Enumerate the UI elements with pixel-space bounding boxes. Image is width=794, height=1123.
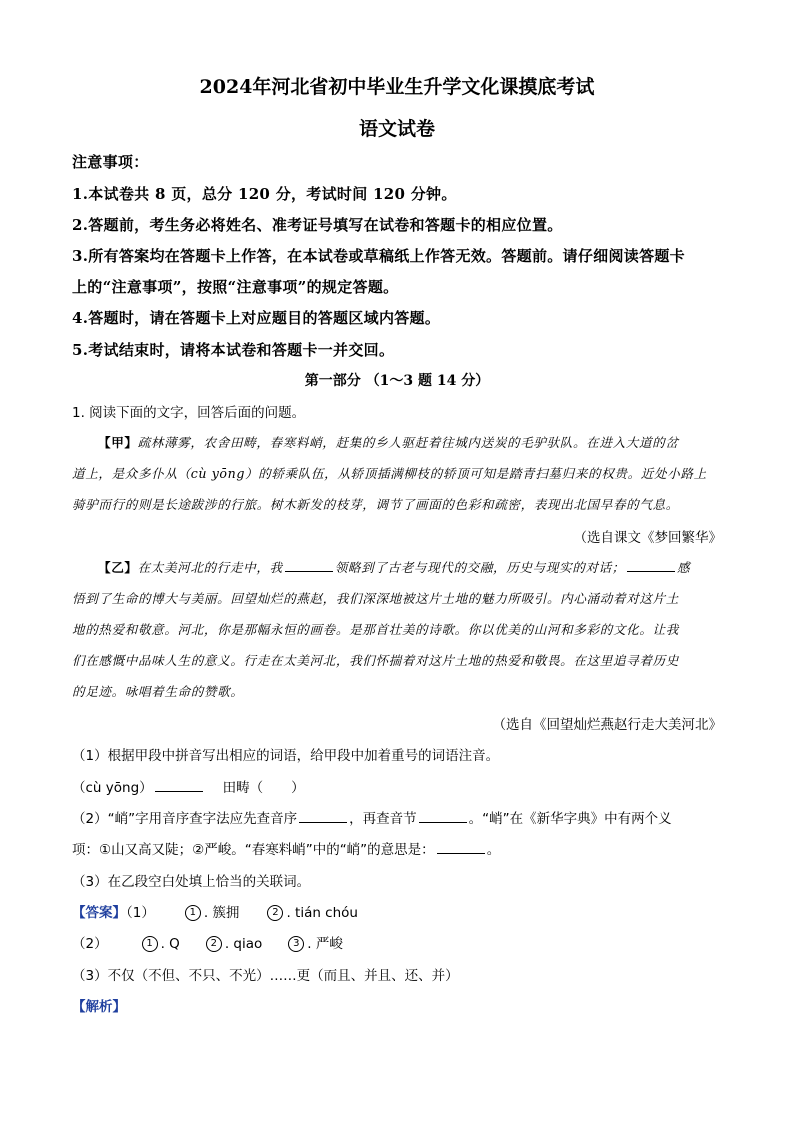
analysis-label: 【解析】 [72,999,126,1015]
answer-row-1 [72,901,358,921]
circled-number: 2 [267,905,283,921]
passage-text: 疏林薄雾，农舍田畴，春寒料峭，赶集的乡人驱赶着往城内送炭的毛驴驮队。在进入大道的岔 [137,435,679,450]
passage-tag: 【乙】 [98,560,138,575]
fill-blank[interactable] [155,779,203,792]
passage-jia-line [98,432,679,451]
passage-tag: 【甲】 [98,435,138,450]
answer-row-2 [72,932,343,952]
sub-question-text: ，再查音节 [349,811,417,827]
notice-item: 1.本试卷共 8 页，总分 120 分，考试时间 120 分钟。 [72,185,457,203]
exam-subtitle: 语文试卷 [358,118,435,140]
answer-label: 【答案】 [72,905,126,921]
sub-question-text: 。“峭”在《新华字典》中有两个义 [468,811,672,827]
passage-yi-line: 地的热爱和敬意。河北，你是那幅永恒的画卷。是那首壮美的诗歌。你以优美的山河和多彩的文化。让我 [72,622,679,637]
fill-blank[interactable] [285,559,333,572]
section-title: 第一部分 （1～3 题 14 分） [304,373,490,389]
sub-question-1: （1）根据甲段中拼音写出相应的词语，给甲段中加着重号的词语注音。 [72,748,500,764]
notice-item: 5.考试结束时，请将本试卷和答题卡一并交回。 [72,341,395,359]
question-stem: 1. 阅读下面的文字，回答后面的问题。 [72,405,306,421]
sub-question-1-fill [72,776,305,796]
paren-close: ） [291,780,305,796]
circled-number: 2 [206,936,222,952]
sub-question-2 [72,807,672,827]
circled-number: 1 [142,936,158,952]
circled-number: 3 [288,936,304,952]
answer-prefix: （2） [72,936,108,952]
sub-question-3: （3）在乙段空白处填上恰当的关联词。 [72,874,311,890]
passage-yi-line [98,557,690,576]
answer-text: . Q [160,936,180,952]
passage-text: 在太美河北的行走中，我 [137,560,283,575]
answer-text: . 严峻 [307,936,343,952]
passage-yi-line: 悟到了生命的博大与美丽。回望灿烂的燕赵，我们深深地被这片土地的魅力所吸引。内心涌动着对这片土 [72,591,679,606]
notice-item: 上的“注意事项”，按照“注意事项”的规定答题。 [72,278,399,296]
exam-title: 2024年河北省初中毕业生升学文化课摸底考试 [199,76,595,98]
answer-row-3: （3）不仅（不但、不只、不光）……更（而且、并且、还、并） [72,968,459,984]
fill-blank[interactable] [437,841,485,854]
answer-text: . qiao [224,936,263,952]
sub-question-text: （2）“峭”字用音序查字法应先查音序 [72,811,298,827]
notice-heading: 注意事项： [72,153,149,171]
circled-number: 1 [185,905,201,921]
passage-yi-line: 的足迹。咏唱着生命的赞歌。 [72,684,244,699]
notice-item: 2.答题前，考生务必将姓名、准考证号填写在试卷和答题卡的相应位置。 [72,216,563,234]
passage-text: 领略到了古老与现代的交融，历史与现实的对话； [334,560,625,575]
answer-text: . tián chóu [286,905,358,921]
fill-blank[interactable] [419,810,467,823]
fill-blank[interactable] [299,810,347,823]
passage-yi-line: 们在感慨中品味人生的意义。行走在太美河北，我们怀揣着对这片土地的热爱和敬畏。在这里追寻着历史 [72,653,679,668]
answer-prefix: （1） [126,905,155,921]
passage-source: （选自《回望灿烂燕赵行走大美河北》 [492,717,722,733]
notice-item: 4.答题时，请在答题卡上对应题目的答题区域内答题。 [72,309,441,327]
passage-text: 感 [677,560,691,575]
passage-source: （选自课文《梦回繁华》 [573,530,722,546]
word-text: 田畴（ [222,780,264,796]
passage-jia-line: 骑驴而行的则是长途跋涉的行旅。树木新发的枝芽，调节了画面的色彩和疏密，表现出北国早春的气息。 [72,497,679,512]
answer-text: . 簇拥 [203,905,240,921]
notice-item: 3.所有答案均在答题卡上作答，在本试卷或草稿纸上作答无效。答题前。请仔细阅读答题卡 [72,247,685,265]
passage-jia-line: 道上，是众多仆从（cù yōng）的轿乘队伍，从轿顶插满柳枝的轿顶可知是踏青扫墓归来的权贵。近处小路上 [72,466,707,481]
sub-question-text: 。 [486,842,501,858]
fill-blank[interactable] [627,559,675,572]
sub-question-text: 项：①山又高又陡；②严峻。“春寒料峭”中的“峭”的意思是： [72,842,435,858]
pinyin-text: （cù yōng） [72,780,153,796]
sub-question-2-line2 [72,838,500,858]
